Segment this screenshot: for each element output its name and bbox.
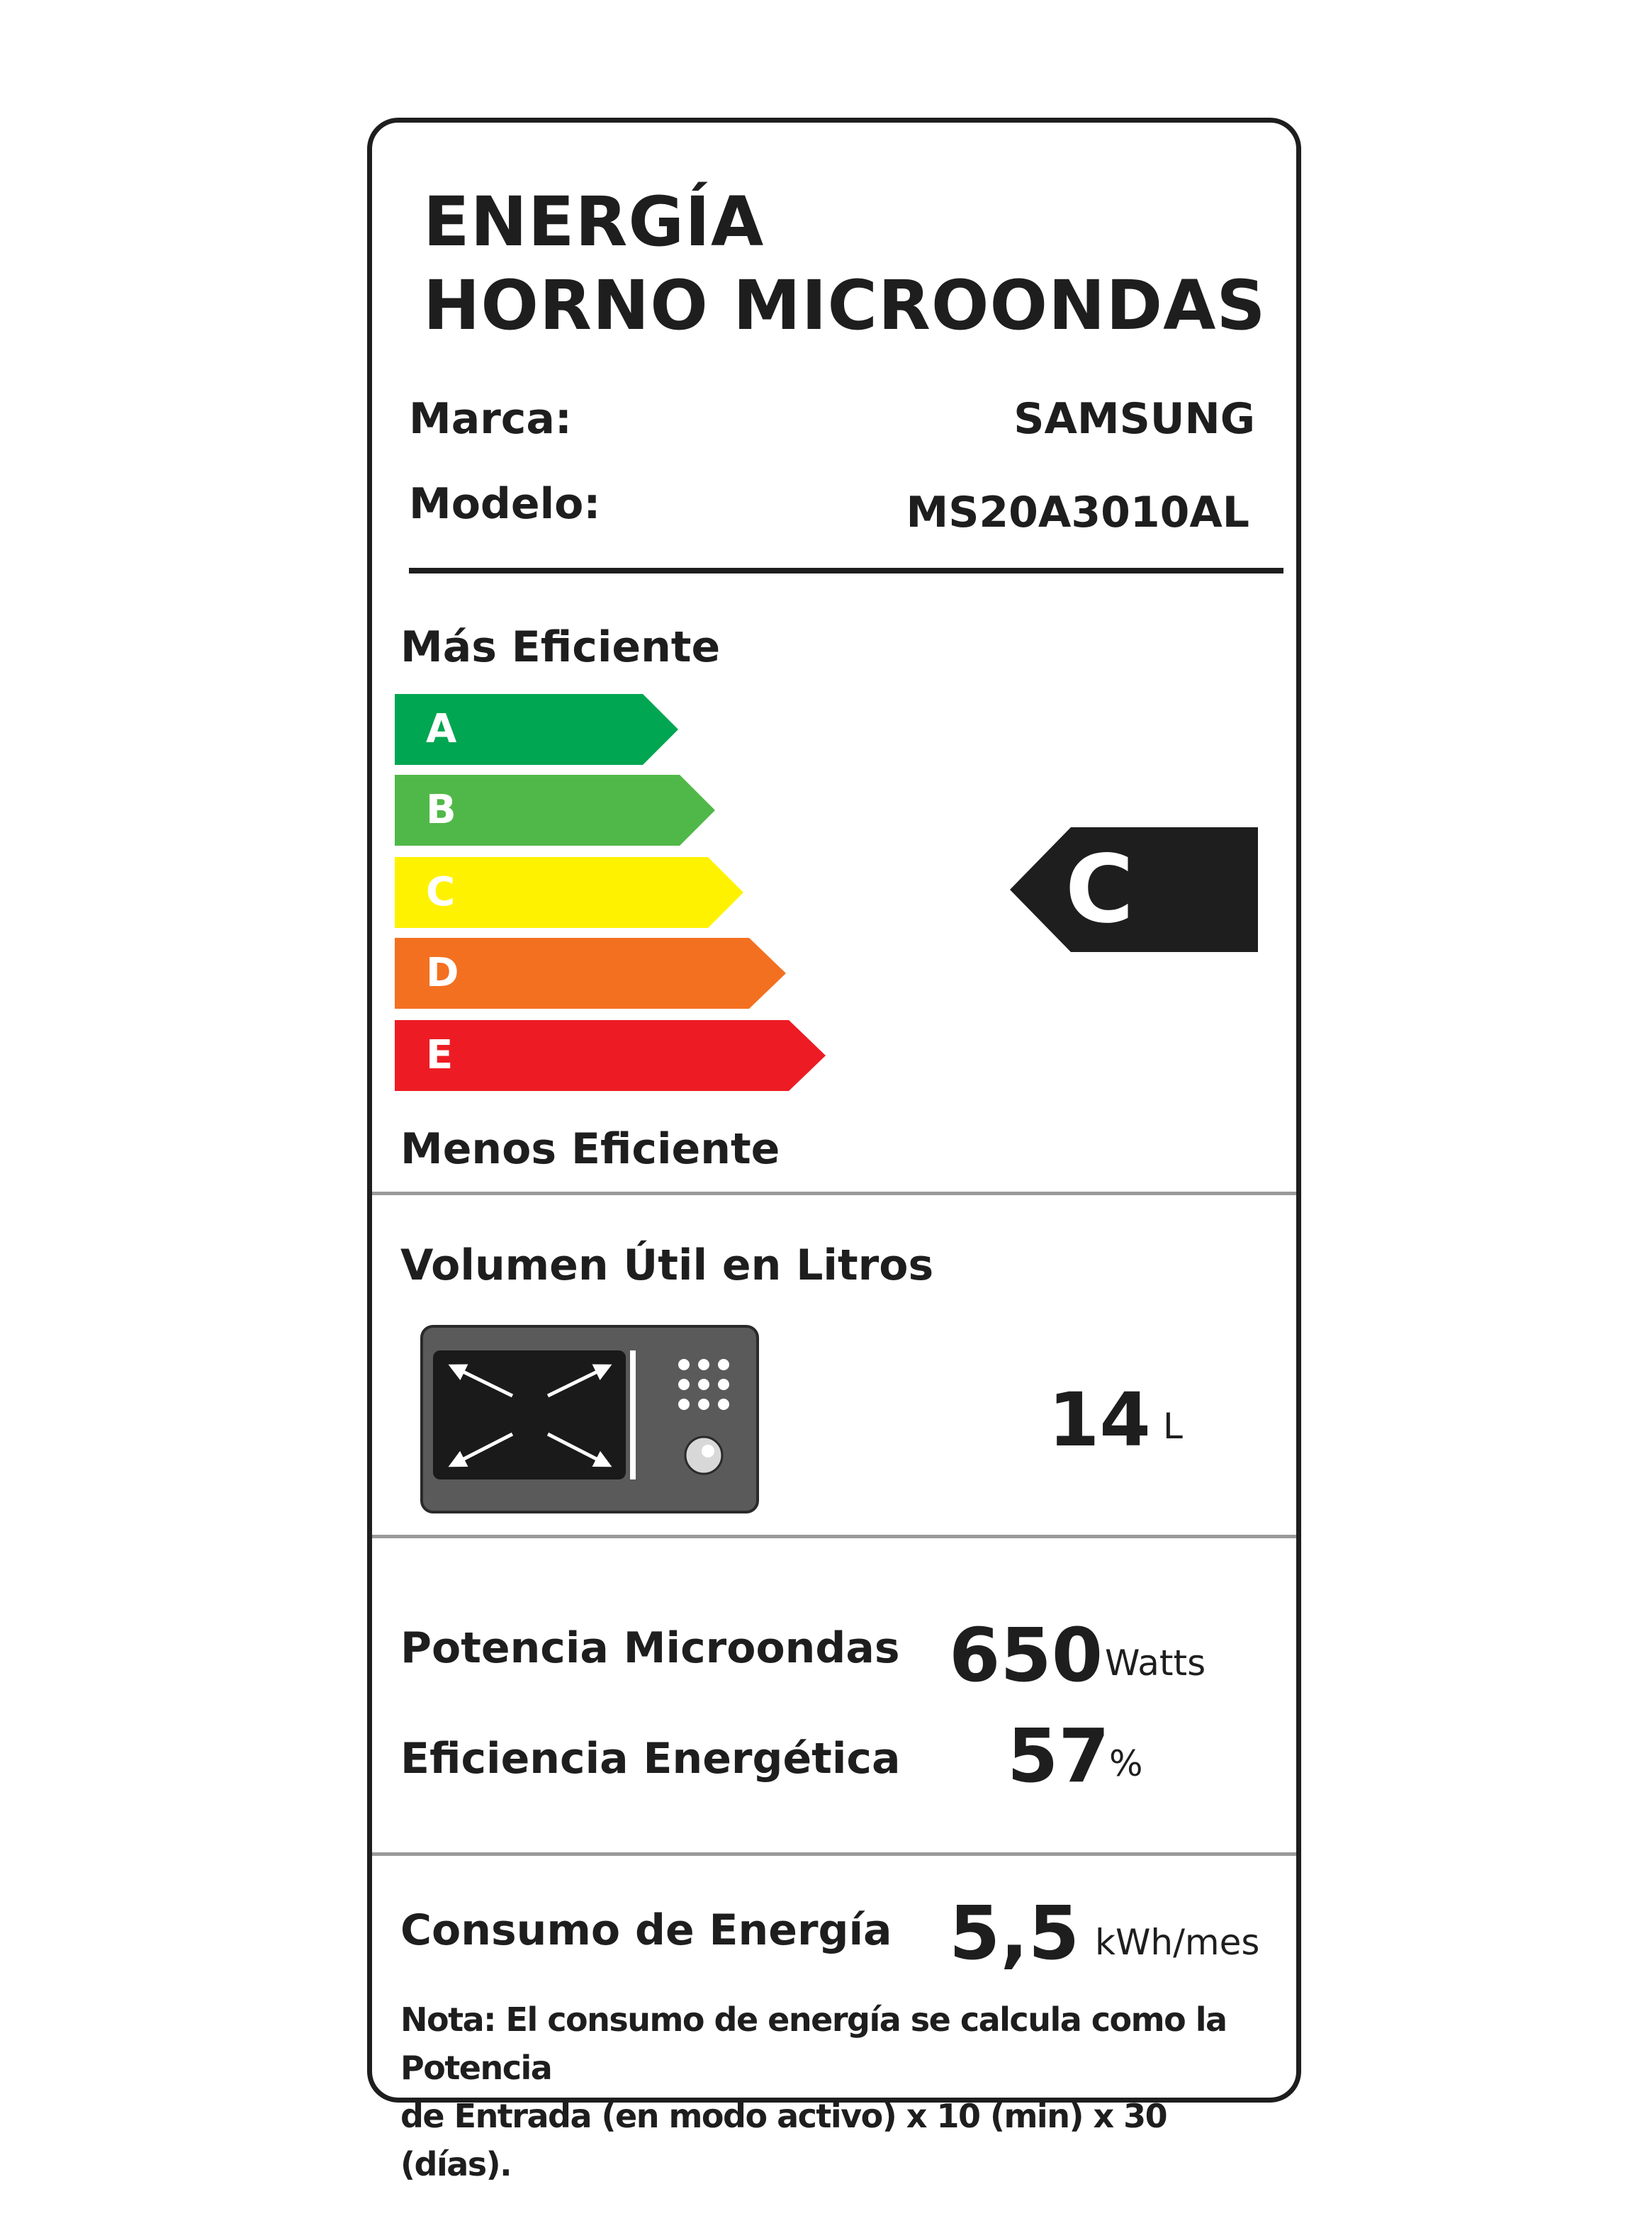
- consumption-label: Consumo de Energía: [400, 1905, 892, 1955]
- energy-efficiency-unit: %: [1109, 1743, 1143, 1784]
- efficiency-bar-e: [395, 1020, 826, 1091]
- bar-d-letter: D: [426, 950, 459, 996]
- power-unit: Watts: [1105, 1642, 1206, 1684]
- brand-value: SAMSUNG: [1013, 394, 1255, 444]
- rating-letter: C: [1065, 835, 1134, 944]
- model-value: MS20A3010AL: [906, 488, 1249, 537]
- energy-efficiency-label: Eficiencia Energética: [400, 1734, 901, 1784]
- note-line-1: Nota: El consumo de energía se calcula como la Potencia: [400, 2000, 1227, 2087]
- volume-unit: L: [1163, 1406, 1183, 1447]
- most-efficient-label: Más Eficiente: [400, 622, 721, 672]
- bar-e-letter: E: [426, 1032, 454, 1078]
- model-label: Modelo:: [409, 479, 601, 529]
- brand-label: Marca:: [409, 394, 572, 444]
- microwave-icon: [420, 1325, 759, 1513]
- label-title-line1: ENERGÍA: [423, 182, 765, 262]
- consumption-value: 5,5: [949, 1890, 1080, 1976]
- efficiency-bar-c: [395, 857, 743, 928]
- divider: [372, 1192, 1296, 1195]
- least-efficient-label: Menos Eficiente: [400, 1124, 780, 1174]
- rating-indicator-shape: [1010, 827, 1258, 952]
- power-value: 650: [949, 1612, 1103, 1698]
- volume-value: 14: [1048, 1377, 1151, 1463]
- bar-b-letter: B: [426, 787, 456, 833]
- header-divider: [409, 568, 1283, 573]
- consumption-unit: kWh/mes: [1095, 1922, 1260, 1963]
- efficiency-bar-d: [395, 938, 786, 1009]
- consumption-note: [400, 1996, 1279, 2188]
- note-line-2: de Entrada (en modo activo) x 10 (min) x 30 (días).: [400, 2097, 1167, 2183]
- bar-e-shape: [395, 1020, 826, 1091]
- bar-c-letter: C: [426, 869, 456, 915]
- energy-label: [367, 118, 1301, 2183]
- efficiency-bar-a: [395, 694, 678, 765]
- divider: [372, 1852, 1296, 1856]
- bar-a-letter: A: [426, 706, 457, 752]
- efficiency-bar-b: [395, 775, 715, 846]
- volume-label: Volumen Útil en Litros: [400, 1241, 934, 1290]
- energy-efficiency-value: 57: [1007, 1713, 1110, 1799]
- divider: [372, 1535, 1296, 1538]
- rating-indicator: [1010, 827, 1258, 952]
- power-label: Potencia Microondas: [400, 1623, 900, 1673]
- label-title-line2: HORNO MICROONDAS: [423, 266, 1266, 345]
